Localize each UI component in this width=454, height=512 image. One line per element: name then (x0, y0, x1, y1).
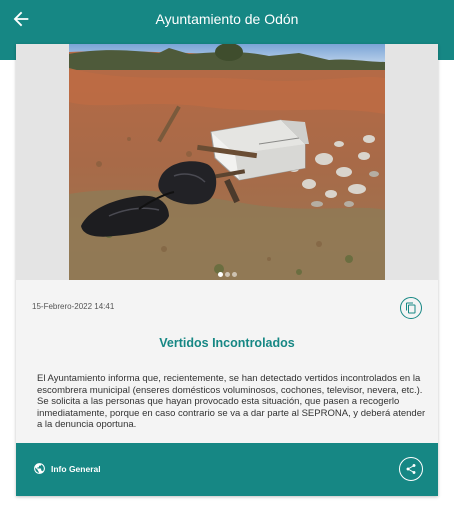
article-date: 15-Febrero-2022 14:41 (32, 302, 115, 311)
news-photo (69, 44, 385, 280)
gallery-indicator (16, 264, 438, 282)
article-body (37, 373, 432, 431)
image-gallery[interactable] (16, 44, 438, 280)
copy-icon (405, 302, 417, 314)
app-title: Ayuntamiento de Odón (155, 11, 299, 27)
share-icon (405, 463, 417, 475)
share-button[interactable] (399, 457, 423, 481)
news-card (16, 44, 438, 496)
gallery-dot[interactable] (232, 272, 237, 277)
article-paragraph: Se solicita a las personas que hayan provocado esta situación, que pasen a recogerlo inmediatamente, porque en caso contrario se va a dar parte al SEPRONA, y deberá atender a la denuncia oportuna. (37, 396, 426, 430)
gallery-dot[interactable] (225, 272, 230, 277)
copy-button[interactable] (400, 297, 422, 319)
globe-icon (33, 462, 46, 475)
gallery-dot[interactable] (218, 272, 223, 277)
category-label: Info General (51, 464, 101, 474)
article-paragraph: El Ayuntamiento informa que, recientemente, se han detectado vertidos incontrolados en la escombrera municipal (enseres domésticos voluminosos, cochones, televisor, nevera, etc.). (37, 373, 423, 396)
bottom-bar (16, 443, 438, 496)
article-title: Vertidos Incontrolados (159, 336, 295, 350)
